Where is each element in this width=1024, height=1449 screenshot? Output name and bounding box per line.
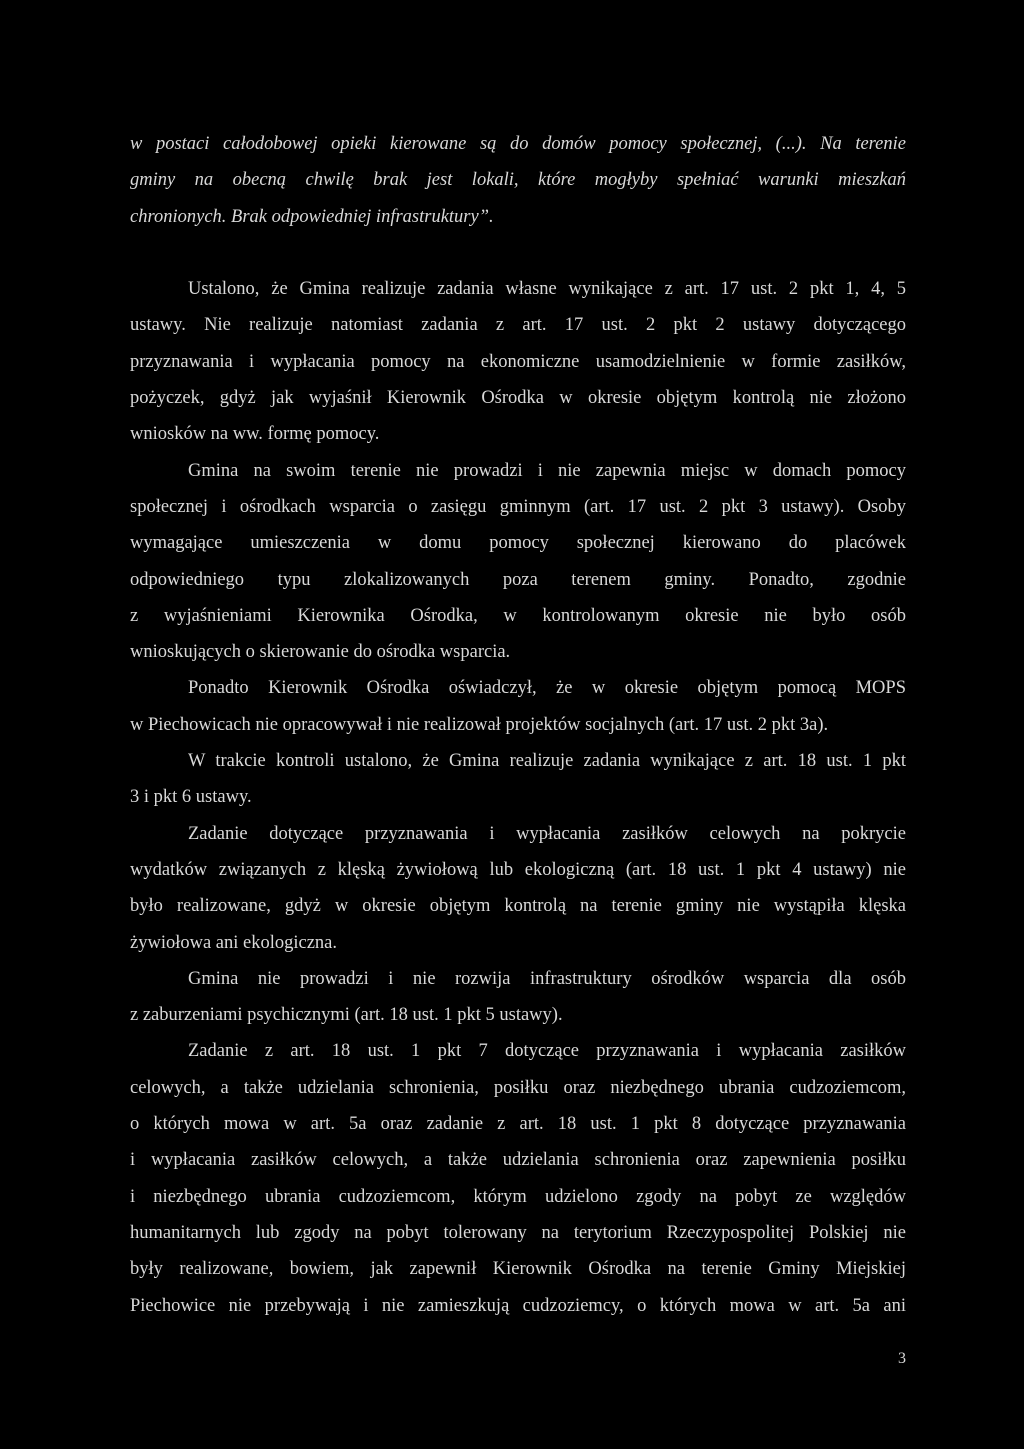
body-line: o których mowa w art. 5a oraz zadanie z art. 18 ust. 1 pkt 8 dotyczące przyznawania xyxy=(130,1114,906,1135)
body-line: gminy na obecną chwilę brak jest lokali, które mogłyby spełniać warunki mieszkań xyxy=(130,170,906,191)
body-line: były realizowane, bowiem, jak zapewnił Kierownik Ośrodka na terenie Gminy Miejskiej xyxy=(130,1259,906,1280)
page-number: 3 xyxy=(898,1350,906,1367)
body-line: pożyczek, gdyż jak wyjaśnił Kierownik Ośrodka w okresie objętym kontrolą nie złożono xyxy=(130,388,906,409)
body-line: w Piechowicach nie opracowywał i nie realizował projektów socjalnych (art. 17 ust. 2 pkt 3a). xyxy=(130,714,829,735)
body-line: wniosków na ww. formę pomocy. xyxy=(130,424,380,445)
body-line: z zaburzeniami psychicznymi (art. 18 ust. 1 pkt 5 ustawy). xyxy=(130,1005,563,1026)
body-line: Piechowice nie przebywają i nie zamieszkują cudzoziemcy, o których mowa w art. 5a ani xyxy=(130,1295,906,1316)
paragraph-gap xyxy=(130,235,906,271)
body-line: i niezbędnego ubrania cudzoziemcom, którym udzielono zgody na pobyt ze względów xyxy=(130,1186,906,1207)
body-line: społecznej i ośrodkach wsparcia o zasięgu gminnym (art. 17 ust. 2 pkt 3 ustawy). Osoby xyxy=(130,496,906,517)
body-line: wymagające umieszczenia w domu pomocy społecznej kierowano do placówek xyxy=(130,533,906,554)
body-line: W trakcie kontroli ustalono, że Gmina realizuje zadania wynikające z art. 18 ust. 1 pkt xyxy=(188,751,906,772)
body-line: żywiołowa ani ekologiczna. xyxy=(130,932,338,953)
body-line: i wypłacania zasiłków celowych, a także udzielania schronienia oraz zapewnienia posiłku xyxy=(130,1150,906,1171)
body-line: Gmina na swoim terenie nie prowadzi i nie zapewnia miejsc w domach pomocy xyxy=(188,460,906,481)
body-line: było realizowane, gdyż w okresie objętym kontrolą na terenie gminy nie wystąpiła klęska xyxy=(130,896,906,917)
body-line: z wyjaśnieniami Kierownika Ośrodka, w kontrolowanym okresie nie było osób xyxy=(130,605,906,626)
body-line: odpowiedniego typu zlokalizowanych poza terenem gminy. Ponadto, zgodnie xyxy=(130,569,906,590)
body-line: Zadanie z art. 18 ust. 1 pkt 7 dotyczące przyznawania i wypłacania zasiłków xyxy=(188,1041,906,1062)
body-line: 3 i pkt 6 ustawy. xyxy=(130,787,252,808)
body-line: ustawy. Nie realizuje natomiast zadania z art. 17 ust. 2 pkt 2 ustawy dotyczącego xyxy=(130,315,906,336)
body-line: w postaci całodobowej opieki kierowane są do domów pomocy społecznej, (...). Na terenie xyxy=(130,134,906,154)
body-line: Ustalono, że Gmina realizuje zadania własne wynikające z art. 17 ust. 2 pkt 1, 4, 5 xyxy=(188,279,906,300)
body-line: celowych, a także udzielania schronienia, posiłku oraz niezbędnego ubrania cudzoziemcom, xyxy=(130,1077,906,1098)
document-body xyxy=(130,126,906,1324)
body-line: wydatków związanych z klęską żywiołową lub ekologiczną (art. 18 ust. 1 pkt 4 ustawy) nie xyxy=(130,859,906,880)
body-line: Zadanie dotyczące przyznawania i wypłacania zasiłków celowych na pokrycie xyxy=(188,823,906,844)
body-line: Ponadto Kierownik Ośrodka oświadczył, że w okresie objętym pomocą MOPS xyxy=(188,678,906,699)
body-line: chronionych. Brak odpowiedniej infrastruktury”. xyxy=(130,206,494,227)
body-line: Gmina nie prowadzi i nie rozwija infrastruktury ośrodków wsparcia dla osób xyxy=(188,968,906,989)
body-line: przyznawania i wypłacania pomocy na ekonomiczne usamodzielnienie w formie zasiłków, xyxy=(130,351,906,372)
body-line: wnioskujących o skierowanie do ośrodka wsparcia. xyxy=(130,642,511,663)
body-line: humanitarnych lub zgody na pobyt tolerowany na terytorium Rzeczypospolitej Polskiej nie xyxy=(130,1222,906,1243)
